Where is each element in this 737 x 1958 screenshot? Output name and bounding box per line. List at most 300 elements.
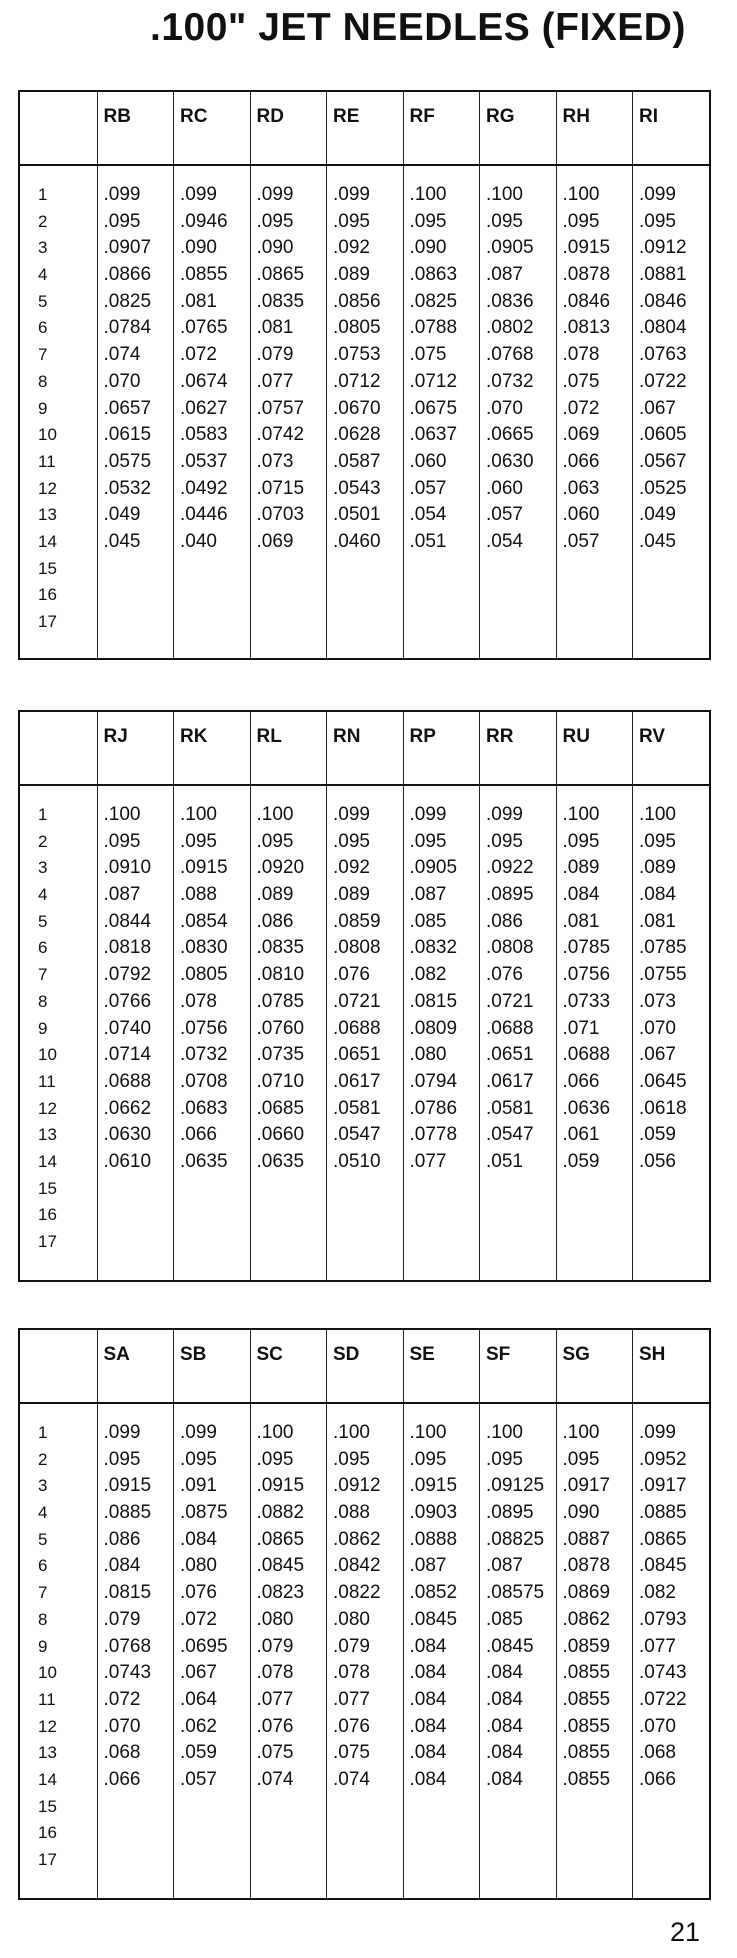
table-cell [180, 1229, 250, 1256]
table-cell: .0866 [103, 264, 152, 286]
table-cell: .071 [562, 1017, 600, 1039]
table-cell: .0628 [333, 424, 381, 446]
table-cell: .0714 [103, 1044, 152, 1066]
table-cell [639, 609, 709, 636]
header-blank-cell [20, 1330, 97, 1403]
table-cell: .0818 [103, 937, 152, 959]
table-cell: .0733 [562, 990, 611, 1012]
table-cell: .0875 [180, 1502, 228, 1524]
table-cell: .095 [409, 210, 447, 232]
column-header: RK [174, 712, 251, 785]
table-cell [486, 1202, 556, 1229]
table-cell: .075 [333, 1742, 370, 1764]
row-number: 14 [38, 531, 57, 551]
table-cell: .0907 [103, 237, 152, 259]
table-cell: .084 [409, 1715, 447, 1737]
row-number-column [20, 1403, 97, 1898]
table-cell: .0809 [409, 1017, 458, 1039]
table-cell: .0804 [639, 317, 687, 339]
table-cell [639, 1847, 709, 1874]
table-cell: .089 [333, 884, 370, 906]
table-cell: .056 [639, 1150, 676, 1172]
column-header: RI [633, 92, 710, 165]
table-cell [333, 1820, 403, 1847]
table-cell: .100 [409, 184, 447, 205]
table-cell: .0852 [409, 1582, 458, 1604]
table-cell: .076 [333, 1715, 370, 1737]
table-cell: .089 [333, 264, 370, 286]
row-number: 3 [38, 238, 48, 258]
table-cell: .0735 [256, 1044, 305, 1066]
column-header: RB [97, 92, 174, 165]
table-cell: .0912 [639, 237, 687, 259]
table-cell: .100 [180, 804, 217, 825]
table-cell: .064 [180, 1688, 217, 1710]
column-header: SA [97, 1330, 174, 1403]
table-cell: .0881 [639, 264, 687, 286]
table-cell [410, 1202, 480, 1229]
table-cell: .0715 [256, 477, 305, 499]
table-cell: .057 [486, 504, 523, 526]
table-cell: .0822 [333, 1582, 381, 1604]
row-number: 6 [38, 938, 48, 958]
table-cell: .095 [409, 1448, 447, 1470]
table-cell [410, 1229, 480, 1256]
table-cell: .077 [256, 1688, 294, 1710]
table-cell: .0617 [333, 1070, 381, 1092]
table-cell: .0575 [103, 450, 152, 472]
column-header: RR [480, 712, 557, 785]
table-cell: .0865 [256, 1528, 305, 1550]
table-cell [639, 1176, 709, 1203]
column-header: RE [327, 92, 404, 165]
table-cell: .075 [562, 370, 600, 392]
column-header: SD [327, 1330, 404, 1403]
table-cell: .045 [103, 530, 141, 552]
table-cell: .0854 [180, 910, 228, 932]
table-cell: .0887 [562, 1528, 611, 1550]
table-cell [563, 1794, 633, 1821]
table-cell: .079 [256, 1635, 294, 1657]
table-cell: .08575 [486, 1582, 545, 1604]
table-cell: .0784 [103, 317, 152, 339]
table-cell: .072 [103, 1688, 141, 1710]
table-cell: .075 [256, 1742, 294, 1764]
table-cell: .0895 [486, 884, 534, 906]
table-cell [410, 582, 480, 609]
table-cell: .090 [180, 237, 217, 259]
table-cell: .087 [486, 1555, 523, 1577]
table-cell: .0651 [333, 1044, 381, 1066]
table-cell: .0922 [486, 857, 534, 879]
table-cell: .0885 [103, 1502, 152, 1524]
table-cell: .084 [180, 1528, 217, 1550]
value-column [480, 165, 557, 658]
table-cell: .0855 [562, 1768, 611, 1790]
table-cell: .051 [409, 530, 447, 552]
table-cell: .0862 [333, 1528, 381, 1550]
table-cell: .0835 [256, 937, 305, 959]
table-cell: .0855 [562, 1688, 611, 1710]
table-cell: .095 [103, 1448, 141, 1470]
table-cell [104, 1176, 174, 1203]
table-cell: .067 [639, 1044, 676, 1066]
table-cell: .0635 [180, 1150, 228, 1172]
table-cell: .084 [103, 1555, 141, 1577]
table-cell [180, 1794, 250, 1821]
value-column [480, 1403, 557, 1898]
row-number: 7 [38, 965, 48, 985]
row-number: 3 [38, 858, 48, 878]
table-cell: .090 [409, 237, 447, 259]
table-cell [410, 1176, 480, 1203]
table-cell: .0712 [409, 370, 458, 392]
table-cell [180, 582, 250, 609]
row-number: 12 [38, 1098, 57, 1118]
table-cell: .077 [639, 1635, 676, 1657]
table-cell: .095 [256, 1448, 294, 1470]
table-cell [563, 1847, 633, 1874]
table-cell: .0903 [409, 1502, 458, 1524]
table-cell: .072 [562, 397, 600, 419]
table-cell: .0878 [562, 264, 611, 286]
table-cell: .0805 [333, 317, 381, 339]
row-number: 13 [38, 1743, 57, 1763]
table-cell [257, 1847, 327, 1874]
table-cell: .0662 [103, 1097, 152, 1119]
table-cell: .084 [562, 884, 600, 906]
table-cell: .095 [562, 1448, 600, 1470]
table-cell [180, 556, 250, 583]
page-number: 21 [670, 1917, 701, 1947]
value-column [327, 785, 404, 1280]
column-header: RC [174, 92, 251, 165]
table-cell: .0794 [409, 1070, 458, 1092]
table-cell: .0778 [409, 1124, 458, 1146]
table-cell: .095 [256, 830, 294, 852]
row-number: 8 [38, 371, 48, 391]
table-cell: .0878 [562, 1555, 611, 1577]
table-cell: .068 [103, 1742, 141, 1764]
table-cell: .084 [409, 1768, 447, 1790]
table-cell: .081 [180, 290, 217, 312]
table-cell: .0722 [639, 1688, 687, 1710]
table-cell: .099 [486, 804, 523, 825]
table-cell: .084 [486, 1688, 523, 1710]
table-cell [333, 582, 403, 609]
table-cell: .099 [256, 184, 294, 205]
table-cell: .0855 [562, 1662, 611, 1684]
table-cell: .057 [180, 1768, 217, 1790]
table-cell: .079 [333, 1635, 370, 1657]
column-header: RV [633, 712, 710, 785]
table-cell [333, 609, 403, 636]
row-number: 17 [38, 612, 57, 631]
table-cell: .0905 [486, 237, 534, 259]
table-cell: .095 [562, 210, 600, 232]
table-cell [333, 1229, 403, 1256]
column-header: SE [403, 1330, 480, 1403]
table-cell: .066 [562, 1070, 600, 1092]
row-number: 10 [38, 1663, 57, 1683]
table-cell: .0920 [256, 857, 305, 879]
table-cell: .061 [562, 1124, 600, 1146]
table-cell: .0688 [486, 1017, 534, 1039]
value-column [174, 1403, 251, 1898]
table-cell: .095 [486, 830, 523, 852]
table-cell: .0665 [486, 424, 534, 446]
table-cell: .100 [562, 184, 600, 205]
table-cell [180, 609, 250, 636]
table-cell: .0753 [333, 344, 381, 366]
table-cell [180, 1176, 250, 1203]
table-cell: .100 [256, 1422, 294, 1443]
table-cell [257, 1794, 327, 1821]
table-cell: .0885 [639, 1502, 687, 1524]
row-number: 12 [38, 478, 57, 498]
table-cell: .0842 [333, 1555, 381, 1577]
needle-table [18, 90, 711, 660]
table-cell [104, 582, 174, 609]
table-cell: .0583 [180, 424, 228, 446]
table-cell: .0635 [256, 1150, 305, 1172]
table-cell: .100 [103, 804, 141, 825]
table-cell: .075 [409, 344, 447, 366]
table-cell: .0587 [333, 450, 381, 472]
table-cell: .092 [333, 857, 370, 879]
value-column [327, 1403, 404, 1898]
table-cell: .095 [103, 830, 141, 852]
table-cell: .090 [562, 1502, 600, 1524]
row-number: 5 [38, 1529, 48, 1549]
row-number: 13 [38, 1125, 57, 1145]
table-cell: .099 [103, 1422, 141, 1443]
value-column [174, 785, 251, 1280]
table-cell: .0813 [562, 317, 611, 339]
table-cell: .0732 [486, 370, 534, 392]
table-cell: .074 [256, 1768, 294, 1790]
table-cell: .074 [103, 344, 141, 366]
table-cell: .082 [639, 1582, 676, 1604]
table-cell: .063 [562, 477, 600, 499]
row-number: 10 [38, 1045, 57, 1065]
table-cell: .0581 [486, 1097, 534, 1119]
table-cell: .076 [256, 1715, 294, 1737]
table-cell [104, 1229, 174, 1256]
table-cell [104, 1847, 174, 1874]
table-cell: .059 [639, 1124, 676, 1146]
table-cell: .0855 [562, 1742, 611, 1764]
table-cell: .066 [639, 1768, 676, 1790]
table-cell: .0844 [103, 910, 152, 932]
table-cell: .086 [103, 1528, 141, 1550]
table-cell: .0755 [639, 964, 687, 986]
table-cell: .078 [562, 344, 600, 366]
table-cell [563, 582, 633, 609]
table-cell: .0660 [256, 1124, 305, 1146]
table-cell: .100 [486, 1422, 523, 1443]
table-cell: .095 [639, 210, 676, 232]
row-number: 8 [38, 1609, 48, 1629]
table-cell [486, 582, 556, 609]
table-cell: .088 [180, 884, 217, 906]
row-number: 2 [38, 831, 48, 851]
table-cell: .0688 [562, 1044, 611, 1066]
table-cell: .076 [486, 964, 523, 986]
column-header: SC [250, 1330, 327, 1403]
table-cell [639, 1820, 709, 1847]
table-cell: .059 [562, 1150, 600, 1172]
column-header: RG [480, 92, 557, 165]
row-number: 1 [38, 1423, 48, 1442]
needle-table [18, 710, 711, 1282]
table-cell: .0862 [562, 1608, 611, 1630]
table-cell: .0846 [562, 290, 611, 312]
table-cell [410, 609, 480, 636]
table-cell: .080 [409, 1044, 447, 1066]
table-cell: .0808 [333, 937, 381, 959]
table-cell [639, 582, 709, 609]
table-cell: .074 [333, 1768, 370, 1790]
table-cell: .0845 [409, 1608, 458, 1630]
table-cell: .040 [180, 530, 217, 552]
table-cell: .0688 [103, 1070, 152, 1092]
table-cell: .0792 [103, 964, 152, 986]
table-cell: .0683 [180, 1097, 228, 1119]
value-column [403, 1403, 480, 1898]
table-cell: .0865 [639, 1528, 687, 1550]
row-number: 7 [38, 1583, 48, 1603]
column-header: RD [250, 92, 327, 165]
table-cell [104, 1794, 174, 1821]
table-cell: .0627 [180, 397, 228, 419]
value-column [556, 1403, 633, 1898]
table-cell: .0743 [639, 1662, 687, 1684]
table-cell: .089 [562, 857, 600, 879]
table-cell: .0825 [103, 290, 152, 312]
table-cell: .0785 [256, 990, 305, 1012]
table-cell: .060 [486, 477, 523, 499]
table-cell [257, 609, 327, 636]
table-cell: .0757 [256, 397, 305, 419]
table-cell: .0743 [103, 1662, 152, 1684]
table-cell: .0618 [639, 1097, 687, 1119]
row-number: 1 [38, 805, 48, 824]
table-cell: .0915 [180, 857, 228, 879]
column-header: RP [403, 712, 480, 785]
table-cell: .0708 [180, 1070, 228, 1092]
table-cell: .0742 [256, 424, 305, 446]
table-cell: .095 [180, 830, 217, 852]
table-cell [486, 1794, 556, 1821]
table-cell [257, 1229, 327, 1256]
row-number: 11 [38, 1689, 56, 1709]
page-title: .100" JET NEEDLES (FIXED) [150, 6, 686, 49]
table-cell [639, 556, 709, 583]
table-cell: .0532 [103, 477, 152, 499]
row-number: 15 [38, 1796, 57, 1816]
table-cell: .0810 [256, 964, 305, 986]
table-cell: .066 [180, 1124, 217, 1146]
table-cell: .0915 [562, 237, 611, 259]
table-cell: .0537 [180, 450, 228, 472]
table-cell: .073 [639, 990, 676, 1012]
table-cell [257, 1202, 327, 1229]
table-cell: .080 [333, 1608, 370, 1630]
table-cell: .059 [180, 1742, 217, 1764]
needle-table [18, 1328, 711, 1900]
row-number: 6 [38, 1556, 48, 1576]
table-cell: .084 [409, 1688, 447, 1710]
row-number: 9 [38, 1636, 48, 1656]
table-cell [486, 1229, 556, 1256]
table-cell: .09125 [486, 1475, 545, 1497]
table-cell: .0895 [486, 1502, 534, 1524]
row-number: 3 [38, 1476, 48, 1496]
header-blank-cell [20, 92, 97, 165]
table-cell [333, 1202, 403, 1229]
row-number: 7 [38, 345, 48, 365]
row-number: 6 [38, 318, 48, 338]
table-cell: .0845 [486, 1635, 534, 1657]
table-cell: .0722 [639, 370, 687, 392]
table-cell: .0712 [333, 370, 381, 392]
table-cell: .0766 [103, 990, 152, 1012]
table-cell: .084 [409, 1635, 447, 1657]
table-cell [410, 1820, 480, 1847]
table-cell: .0710 [256, 1070, 305, 1092]
table-cell: .0617 [486, 1070, 534, 1092]
column-header: RF [403, 92, 480, 165]
table-cell: .072 [180, 344, 217, 366]
table-cell: .099 [180, 184, 217, 205]
table-cell: .076 [180, 1582, 217, 1604]
table-cell: .057 [562, 530, 600, 552]
row-number: 2 [38, 211, 48, 231]
table-cell: .088 [333, 1502, 370, 1524]
table-cell: .095 [333, 1448, 370, 1470]
table-cell: .062 [180, 1715, 217, 1737]
value-column [97, 1403, 174, 1898]
value-column [327, 165, 404, 658]
table-cell: .0785 [639, 937, 687, 959]
table-cell: .0788 [409, 317, 458, 339]
table-cell: .0869 [562, 1582, 611, 1604]
table-cell: .068 [639, 1742, 676, 1764]
table-cell: .0830 [180, 937, 228, 959]
table-cell: .095 [639, 830, 676, 852]
table-cell: .0703 [256, 504, 305, 526]
table-cell [486, 1847, 556, 1874]
table-cell [333, 1794, 403, 1821]
table-cell: .0688 [333, 1017, 381, 1039]
table-cell: .087 [409, 1555, 447, 1577]
table-cell: .0845 [256, 1555, 305, 1577]
table-cell: .0685 [256, 1097, 305, 1119]
table-cell: .0695 [180, 1635, 228, 1657]
table-cell: .086 [486, 910, 523, 932]
table-cell: .0630 [103, 1124, 152, 1146]
table-cell: .090 [256, 237, 294, 259]
value-column [556, 785, 633, 1280]
table-cell: .095 [333, 830, 370, 852]
table-cell: .078 [256, 1662, 294, 1684]
table-cell: .0888 [409, 1528, 458, 1550]
table-cell: .082 [409, 964, 447, 986]
table-cell: .0910 [103, 857, 152, 879]
table-cell: .0786 [409, 1097, 458, 1119]
row-number: 16 [38, 1205, 57, 1225]
